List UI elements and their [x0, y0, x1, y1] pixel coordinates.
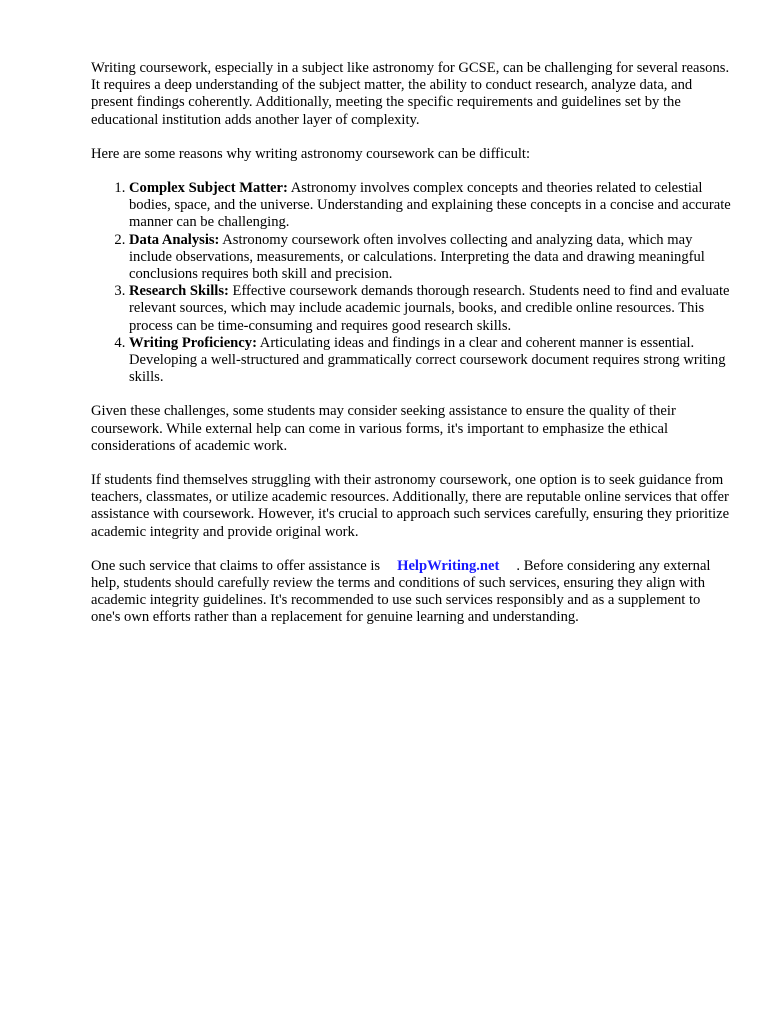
- service-paragraph: [91, 558, 731, 627]
- reason-text: Astronomy coursework often involves collecting and analyzing data, which may include observations, measurements, or calculations. Interpreting the data and drawing meaningful conclusions requires both skill and precision.: [129, 231, 705, 283]
- list-item: [129, 180, 731, 232]
- reason-text: Effective coursework demands thorough research. Students need to find and evaluate relevant sources, which may include academic journals, books, and credible online resources. This process can be time-consuming and requires good research skills.: [129, 283, 730, 334]
- reasons-list: [91, 180, 731, 386]
- reason-term: Research Skills:: [129, 283, 229, 300]
- reason-term: Data Analysis:: [129, 231, 220, 248]
- reason-term: Writing Proficiency:: [129, 334, 257, 351]
- list-item: [129, 335, 731, 387]
- reasons-lead-paragraph: Here are some reasons why writing astronomy coursework can be difficult:: [91, 145, 531, 162]
- challenges-paragraph: Given these challenges, some students may consider seeking assistance to ensure the quality of their coursework. While external help can come in various forms, it's important to emphasize the ethical considerations of academic work.: [91, 403, 676, 454]
- reason-text: Articulating ideas and findings in a clear and coherent manner is essential. Developing a well-structured and grammatically correct coursework document requires strong writing skills.: [129, 334, 726, 386]
- reason-text: Astronomy involves complex concepts and theories related to celestial bodies, space, and the universe. Understanding and explaining these concepts in a concise and accurate manner can be challenging.: [129, 180, 731, 231]
- service-text-before: One such service that claims to offer assistance is: [91, 557, 381, 574]
- list-item: [129, 283, 731, 335]
- intro-paragraph: Writing coursework, especially in a subject like astronomy for GCSE, can be challenging for several reasons. It requires a deep understanding of the subject matter, the ability to conduct research, analyze data, and present findings coherently. Additionally, meeting the specific requirements and guidelines set by the educational institution adds another layer of complexity.: [91, 60, 730, 128]
- document-page: [91, 60, 731, 644]
- guidance-paragraph: If students find themselves struggling with their astronomy coursework, one option is to seek guidance from teachers, classmates, or utilize academic resources. Additionally, there are reputable online services that offer assistance with coursework. However, it's crucial to approach such services carefully, ensuring they prioritize academic integrity and provide original work.: [91, 472, 730, 540]
- helpwriting-link[interactable]: HelpWriting.net: [397, 557, 500, 574]
- reason-term: Complex Subject Matter:: [129, 180, 288, 197]
- list-item: [129, 232, 731, 284]
- service-text-after: . Before considering any external help, students should carefully review the terms and conditions of such services, ensuring they align with academic integrity guidelines. It's recommended to use such services responsibly and as a supplement to one's own efforts rather than a replacement for genuine learning and understanding.: [91, 557, 711, 626]
